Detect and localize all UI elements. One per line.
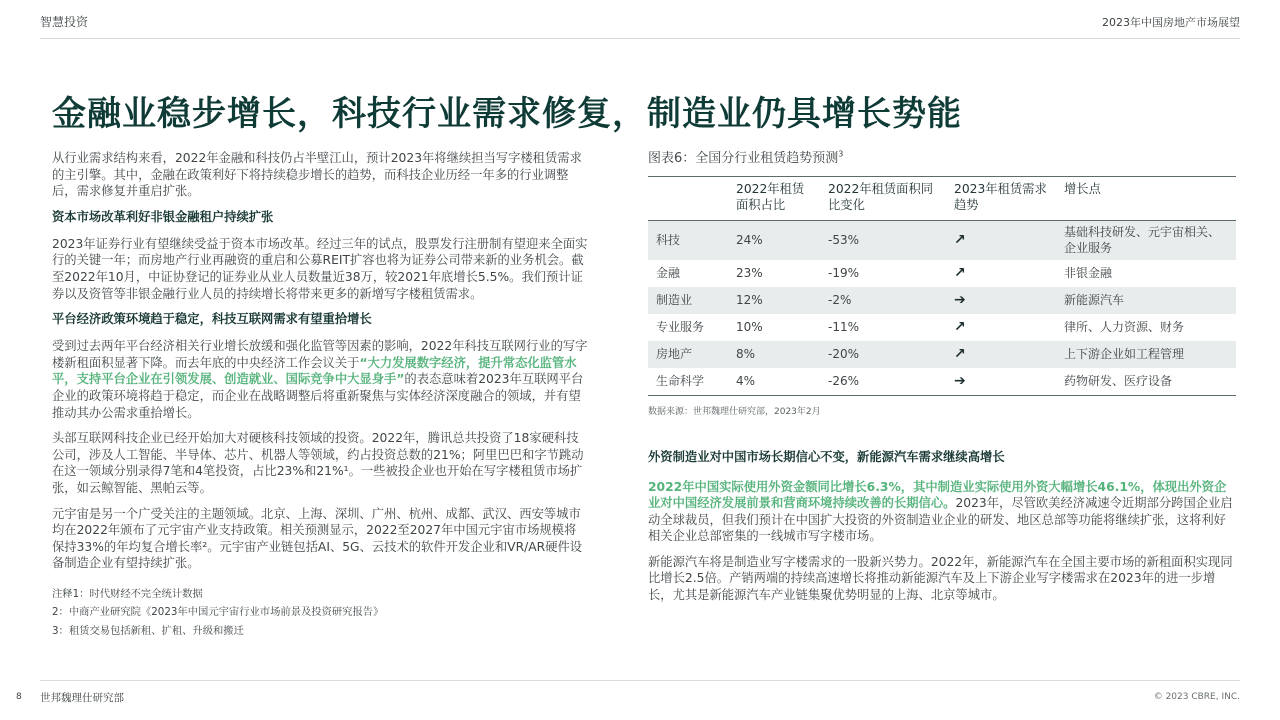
sector-cell: 专业服务 <box>656 319 705 334</box>
table-row <box>648 341 1236 368</box>
column-header-trend: 2023年租赁需求趋势 <box>948 177 1058 221</box>
table-title <box>648 147 1236 166</box>
trend-flat-icon: ➔ <box>948 287 1058 314</box>
nev-paragraph: 新能源汽车将是制造业写字楼需求的一股新兴势力。2022年，新能源汽车在全国主要市场的新租面积实现同比增长2.5倍。产销两端的持续高速增长将推动新能源汽车及上下游企业写字楼需求在2023年的进一步增长，尤其是新能源汽车产业链集聚优势明显的上海、北京等城市。 <box>648 554 1233 603</box>
footer-publisher: 世邦魏理仕研究部 <box>40 692 124 704</box>
yoy-cell: -26% <box>828 373 860 388</box>
footnote: 3：租赁交易包括新租、扩租、升级和搬迁 <box>52 624 244 637</box>
yoy-cell: -53% <box>822 221 948 261</box>
trend-up-icon: ↗ <box>954 264 966 281</box>
manufacturing-paragraph <box>648 479 1236 545</box>
finance-subheading: 资本市场改革利好非银金融租户持续扩张 <box>52 209 274 224</box>
table-source: 数据来源：世邦魏理仕研究部，2023年2月 <box>648 406 821 417</box>
trend-up-icon: ↗ <box>948 221 1058 261</box>
column-header-sector <box>648 177 730 221</box>
table-row <box>648 260 1236 287</box>
fdi-highlight: 2022年中国实际使用外资金额同比增长6.3%，其中制造业实际使用外资大幅增长46.1%，体现出外资企业对中国经济发展前景和营商环境持续改善的长期信心。 <box>648 479 1227 511</box>
trend-flat-icon: ➔ <box>954 372 966 389</box>
tech-policy-highlight: “大力发展数字经济，提升常态化监管水平，支持平台企业在引领发展、创造就业、国际竞争中大显身手” <box>52 355 577 387</box>
header-divider <box>40 38 1240 39</box>
footnotes <box>52 585 588 641</box>
trend-up-icon: ↗ <box>948 341 1058 368</box>
footnote: 注释1：时代财经不完全统计数据 <box>52 587 203 600</box>
intro-paragraph: 从行业需求结构来看，2022年金融和科技仍占半壁江山，预计2023年将继续担当写字楼租赁需求的主引擎。其中，金融在政策利好下将持续稳步增长的趋势，而科技企业历经一年多的行业调整后，需求修复并重启扩张。 <box>52 151 582 199</box>
share-cell: 10% <box>736 319 763 334</box>
tech-paragraph-start: 受到过去两年平台经济相关行业增长放缓和强化监管等因素的影响，2022年科技互联网行业的写字楼新租面积显著下降。而去年底的中央经济工作会议关于 <box>52 339 588 370</box>
sector-cell: 房地产 <box>648 341 730 368</box>
sector-cell: 科技 <box>648 221 730 261</box>
column-header-share: 2022年租赁面积占比 <box>730 177 822 221</box>
footer-divider <box>40 680 1240 681</box>
growth-cell: 基础科技研发、元宇宙相关、企业服务 <box>1058 221 1236 261</box>
tech-paragraph <box>52 338 588 421</box>
right-column <box>648 147 1236 613</box>
growth-cell: 上下游企业如工程管理 <box>1058 341 1236 368</box>
table-row <box>648 221 1236 261</box>
page-title: 金融业稳步增长，科技行业需求修复，制造业仍具增长势能 <box>52 94 962 134</box>
share-cell: 24% <box>730 221 822 261</box>
growth-cell: 律所、人力资源、财务 <box>1064 319 1185 334</box>
share-cell: 23% <box>736 265 763 280</box>
header-section-label: 智慧投资 <box>40 15 89 29</box>
share-cell: 12% <box>730 287 822 314</box>
footnote: 2：中商产业研究院《2023年中国元宇宙行业市场前景及投资研究报告》 <box>52 606 384 619</box>
manufacturing-paragraph-rest: 2023年，尽管欧美经济减速令近期部分跨国企业启动全球裁员，但我们预计在中国扩大投资的外资制造业企业的研发、地区总部等功能将继续扩张，这将利好相关企业总部密集的一线城市写字楼市场。 <box>648 496 1233 544</box>
column-header-yoy: 2022年租赁面积同比变化 <box>822 177 948 221</box>
table-title-text: 图表6：全国分行业租赁趋势预测 <box>648 151 839 166</box>
tech-subheading: 平台经济政策环境趋于稳定，科技互联网需求有望重拾增长 <box>52 312 372 327</box>
share-cell: 4% <box>736 373 756 388</box>
table-row <box>648 287 1236 314</box>
table-header-row <box>648 177 1236 221</box>
yoy-cell: -2% <box>822 287 948 314</box>
sector-leasing-table <box>648 176 1236 396</box>
footer-copyright: © 2023 CBRE, INC. <box>1153 692 1240 702</box>
growth-cell: 药物研发、医疗设备 <box>1064 373 1173 388</box>
manufacturing-subheading: 外资制造业对中国市场长期信心不变，新能源汽车需求继续高增长 <box>648 449 1005 464</box>
hardtech-paragraph: 头部互联网科技企业已经开始加大对硬核科技领域的投资。2022年，腾讯总共投资了18家硬科技公司，涉及人工智能、半导体、芯片、机器人等领域，约占投资总数的21%；阿里巴巴和字节跳动在这一领域分别录得7笔和4笔投资，占比23%和21%¹。一些被投企业也开始在写字楼租赁市场扩张，如云鲸智能、黑帕云等。 <box>52 431 584 495</box>
sector-cell: 生命科学 <box>656 373 705 388</box>
column-header-growth: 增长点 <box>1058 177 1236 221</box>
table-title-footnote-ref: 3 <box>838 149 844 159</box>
header-report-title: 2023年中国房地产市场展望 <box>1102 16 1240 29</box>
yoy-cell: -19% <box>828 265 860 280</box>
yoy-cell: -20% <box>822 341 948 368</box>
growth-cell: 非银金融 <box>1064 265 1113 280</box>
sector-cell: 制造业 <box>648 287 730 314</box>
growth-cell: 新能源汽车 <box>1058 287 1236 314</box>
tech-paragraph-end: 的表态意味着2023年互联网平台企业的政策环境将趋于稳定，而企业在战略调整后将重新聚焦与实体经济深度融合的领域，并有望推动其办公需求重拾增长。 <box>52 372 584 420</box>
metaverse-paragraph: 元宇宙是另一个广受关注的主题领域。北京、上海、深圳、广州、杭州、成都、武汉、西安等城市均在2022年颁布了元宇宙产业支持政策。相关预测显示，2022至2027年中国元宇宙市场规模将保持33%的年均复合增长率²。元宇宙产业链包括AI、5G、云技术的软件开发企业和VR/AR硬件设备制造企业有望持续扩张。 <box>52 506 583 571</box>
page-number: 8 <box>16 692 22 702</box>
trend-up-icon: ↗ <box>954 318 966 335</box>
sector-cell: 金融 <box>656 265 681 280</box>
yoy-cell: -11% <box>828 319 860 334</box>
left-column <box>52 150 588 640</box>
table-row <box>648 368 1236 395</box>
table-row <box>648 314 1236 341</box>
share-cell: 8% <box>730 341 822 368</box>
finance-paragraph: 2023年证券行业有望继续受益于资本市场改革。经过三年的试点，股票发行注册制有望迎来全面实行的关键一年；而房地产行业再融资的重启和公募REIT扩容也将为证券公司带来新的业务机会。截至2022年10月，中证协登记的证券业从业人员数量近38万，较2021年底增长5.5%。我们预计证券以及资管等非银金融行业人员的持续增长将带来更多的新增写字楼租赁需求。 <box>52 236 588 301</box>
